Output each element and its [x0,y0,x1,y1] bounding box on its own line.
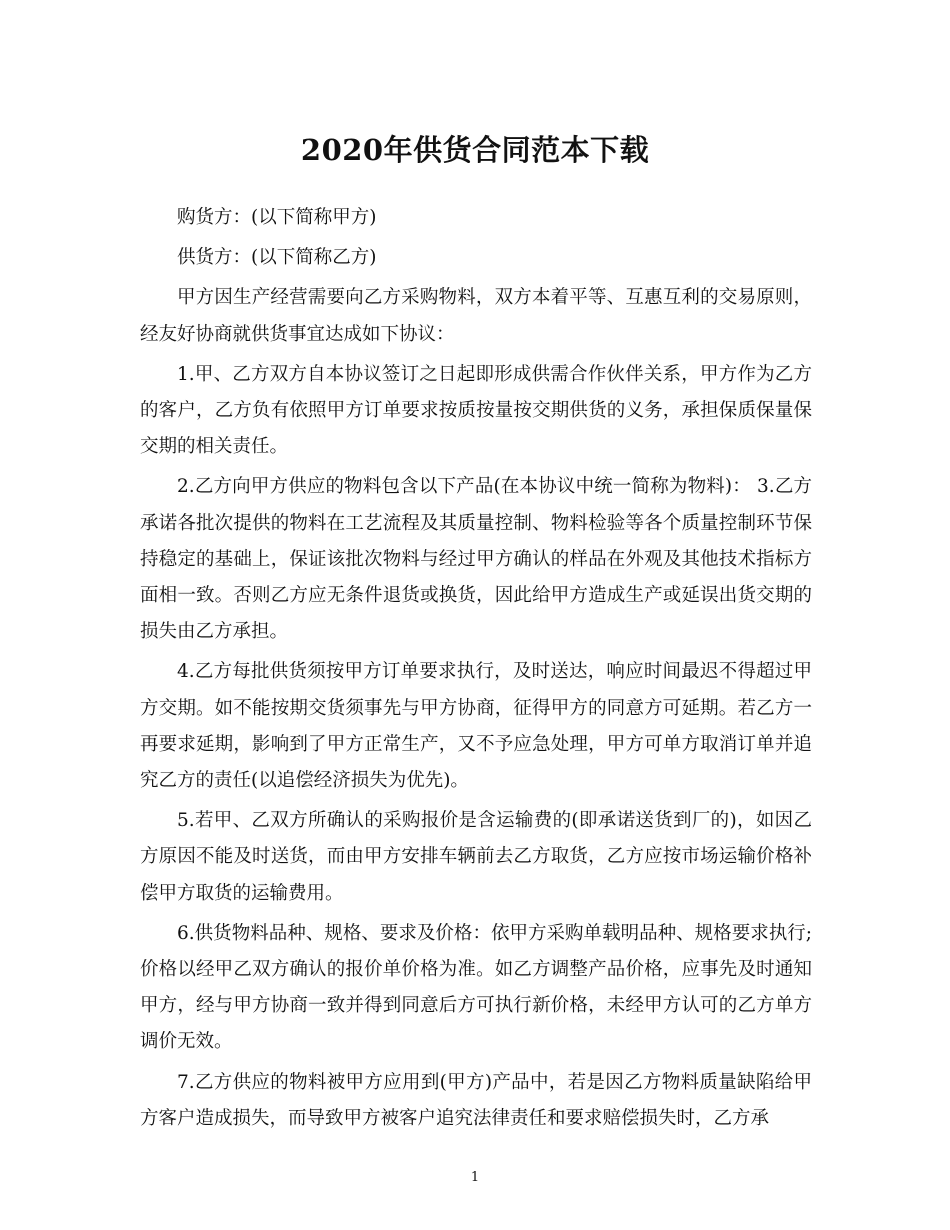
paragraph-clause-6: 6.供货物料品种、规格、要求及价格：依甲方采购单载明品种、规格要求执行;价格以经甲乙双方确认的报价单价格为准。如乙方调整产品价格，应事先及时通知甲方，经与甲方协商一致并得到同意后方可执行新价格，未经甲方认可的乙方单方调价无效。 [140,922,812,1053]
paragraph-preamble: 甲方因生产经营需要向乙方采购物料，双方本着平等、互惠互利的交易原则，经友好协商就供货事宜达成如下协议： [140,287,812,345]
paragraph-clause-7: 7.乙方供应的物料被甲方应用到(甲方)产品中，若是因乙方物料质量缺陷给甲方客户造成损失，而导致甲方被客户追究法律责任和要求赔偿损失时，乙方承 [140,1071,812,1129]
paragraph-clause-1: 1.甲、乙方双方自本协议签订之日起即形成供需合作伙伴关系，甲方作为乙方的客户，乙方负有依照甲方订单要求按质按量按交期供货的义务，承担保质保量保交期的相关责任。 [140,363,812,458]
paragraph-buyer: 购货方：(以下简称甲方) [177,207,377,228]
paragraph-clause-2-3: 2.乙方向甲方供应的物料包含以下产品(在本协议中统一简称为物料)： 3.乙方承诺各批次提供的物料在工艺流程及其质量控制、物料检验等各个质量控制环节保持稳定的基础上，保证该批次物料与经过甲方确认的样品在外观及其他技术指标方面相一致。否则乙方应无条件退货或换货，因此给甲方造成生产或延误出货交期的损失由乙方承担。 [140,476,812,643]
page-number: 1 [470,1170,480,1185]
paragraph-supplier: 供货方：(以下简称乙方) [177,247,377,269]
document-title: 2020年供货合同范本下载 [300,133,650,167]
paragraph-clause-5: 5.若甲、乙双方所确认的采购报价是含运输费的(即承诺送货到厂的)，如因乙方原因不能及时送货，而由甲方安排车辆前去乙方取货，乙方应按市场运输价格补偿甲方取货的运输费用。 [140,810,812,904]
document-body [140,200,812,1141]
paragraph-clause-4: 4.乙方每批供货须按甲方订单要求执行，及时送达，响应时间最迟不得超过甲方交期。如不能按期交货须事先与甲方协商，征得甲方的同意方可延期。若乙方一再要求延期，影响到了甲方正常生产，又不予应急处理，甲方可单方取消订单并追究乙方的责任(以追偿经济损失为优先)。 [140,661,812,792]
